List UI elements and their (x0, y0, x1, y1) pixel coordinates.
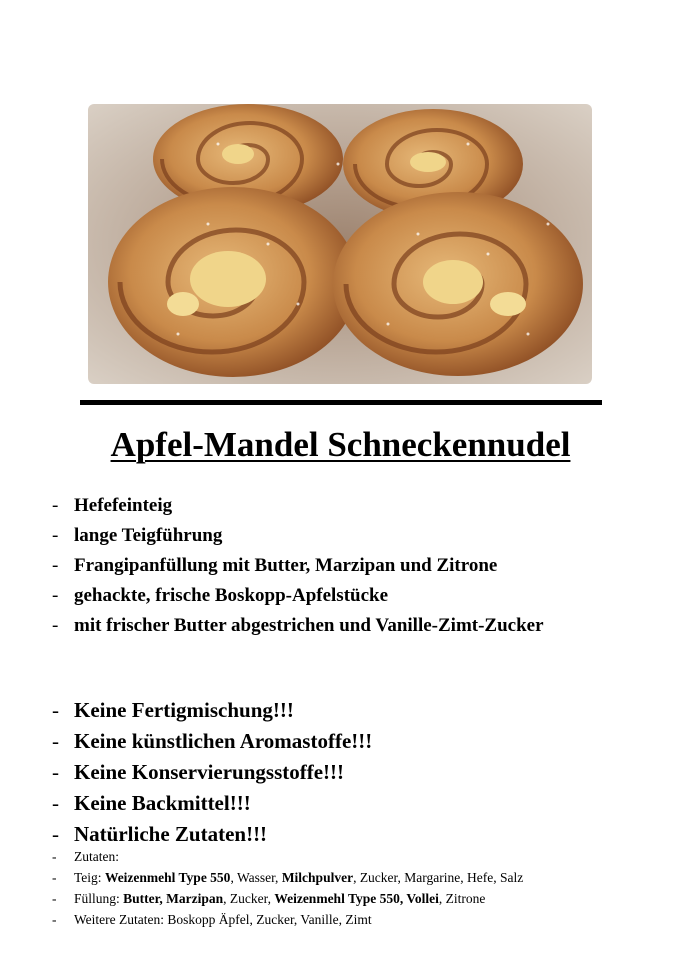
claim-item: - Keine Backmittel!!! (52, 791, 251, 815)
claim-item: - Keine Fertigmischung!!! (52, 698, 294, 722)
ingredients-heading: - Zutaten: (52, 849, 119, 864)
ingredients-teig: - Teig: Weizenmehl Type 550, Wasser, Milchpulver, Zucker, Margarine, Hefe, Salz (52, 870, 524, 885)
feature-item: - mit frischer Butter abgestrichen und Vanille-Zimt-Zucker (52, 615, 544, 636)
claim-item: - Keine künstlichen Aromastoffe!!! (52, 729, 373, 753)
feature-item: - Frangipanfüllung mit Butter, Marzipan und Zitrone (52, 555, 498, 576)
feature-item: - Hefefeinteig (52, 495, 173, 516)
pastry-front-left (108, 187, 358, 377)
pastry-front-right (333, 192, 583, 376)
feature-item: - gehackte, frische Boskopp-Apfelstücke (52, 585, 389, 606)
ingredients-list (52, 846, 523, 930)
page-title: Apfel-Mandel Schneckennudel (110, 425, 571, 464)
claims-list (52, 695, 372, 850)
claim-item: - Keine Konservierungsstoffe!!! (52, 760, 345, 784)
divider-line (80, 400, 602, 405)
feature-item: - lange Teigführung (52, 525, 223, 546)
ingredients-fuellung: - Füllung: Butter, Marzipan, Zucker, Weizenmehl Type 550, Vollei, Zitrone (52, 891, 486, 906)
pastry-photo (88, 104, 592, 384)
feature-list (52, 491, 544, 641)
ingredients-weitere: - Weitere Zutaten: Boskopp Äpfel, Zucker, Vanille, Zimt (52, 912, 372, 927)
claim-item: - Natürliche Zutaten!!! (52, 822, 268, 846)
